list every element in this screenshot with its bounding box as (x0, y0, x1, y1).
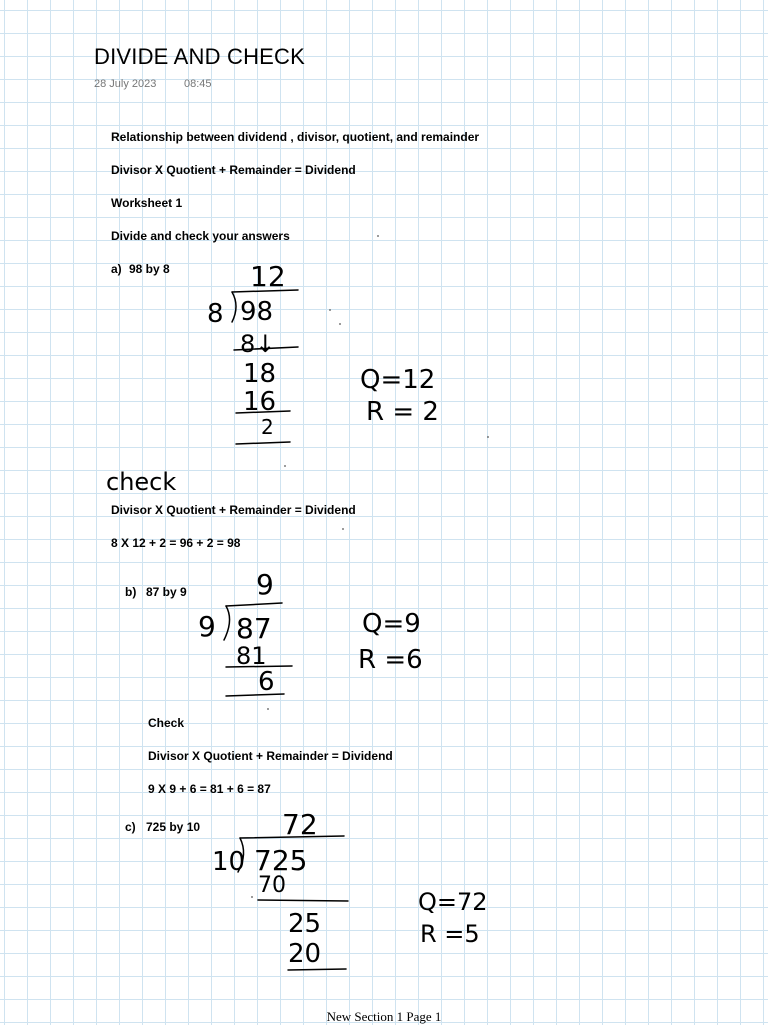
problem-b-division (198, 568, 292, 697)
problem-b-divisor: 9 (198, 610, 216, 643)
problem-b-step-2: 6 (258, 667, 275, 697)
problem-c-step-2: 25 (288, 909, 322, 939)
problem-b-check-heading: Check (148, 716, 185, 730)
problem-a-rule-1 (234, 347, 298, 350)
problem-b-step-1: 81 (236, 642, 267, 670)
ink-dot (284, 465, 286, 467)
problem-a-prompt: 98 by 8 (129, 262, 170, 276)
problem-b-quotient: 9 (256, 568, 274, 601)
problem-c-rule-1 (258, 900, 348, 901)
problem-b-bracket-top (226, 603, 282, 606)
problem-a-bracket-top (232, 290, 298, 292)
problem-b-check-formula: Divisor X Quotient + Remainder = Dividend (148, 749, 393, 763)
problem-b-prompt: 87 by 9 (146, 585, 187, 599)
ink-dot (487, 436, 489, 438)
problem-a-check-formula: Divisor X Quotient + Remainder = Dividend (111, 503, 356, 517)
problem-c-bracket-top (240, 836, 344, 838)
problem-a-step-2: 18 (243, 359, 277, 389)
problem-a-dividend: 98 (240, 297, 274, 327)
problem-b-answer-q: Q=9 (362, 609, 421, 639)
instruction-text: Divide and check your answers (111, 229, 290, 243)
problem-b-rule-1 (226, 666, 292, 667)
problem-a-bracket-curve (232, 292, 236, 322)
problem-c-prompt: 725 by 10 (146, 820, 201, 834)
problem-a-rule-3 (236, 442, 290, 444)
problem-c-answer-q: Q=72 (418, 888, 488, 916)
ink-dot (329, 309, 331, 311)
problem-c-step-1: 70 (258, 873, 286, 898)
worksheet-heading: Worksheet 1 (111, 196, 183, 210)
problem-a-step-3: 16 (243, 387, 277, 417)
problem-c-quotient: 72 (282, 808, 318, 841)
problem-c-step-3: 20 (288, 939, 322, 969)
formula-text: Divisor X Quotient + Remainder = Dividend (111, 163, 356, 177)
problem-a-label: a) (111, 262, 122, 276)
problem-b-dividend: 87 (236, 612, 272, 645)
problem-a-division (207, 260, 298, 444)
problem-a-step-1: 8↓ (240, 330, 276, 358)
problem-a-rule-2 (236, 411, 290, 413)
page-footer: New Section 1 Page 1 (326, 1009, 442, 1024)
ink-dot (377, 235, 379, 237)
problem-a-check-heading: check (106, 468, 177, 496)
problem-c-bracket-curve (238, 838, 244, 872)
intro-text: Relationship between dividend , divisor, quotient, and remainder (111, 130, 480, 144)
problem-a-quotient: 12 (250, 260, 286, 293)
problem-a-check-calc: 8 X 12 + 2 = 96 + 2 = 98 (111, 536, 241, 550)
problem-a-answer-r: R = 2 (366, 397, 439, 427)
ink-dot (339, 323, 341, 325)
problem-c-answer-r: R =5 (420, 920, 480, 948)
ink-dot (251, 896, 253, 898)
page-time: 08:45 (184, 78, 212, 90)
problem-c-rule-2 (288, 969, 346, 970)
problem-b-bracket-curve (224, 606, 230, 640)
problem-c-division (212, 808, 348, 970)
ink-dot (342, 528, 344, 530)
problem-c-divisor: 10 (212, 847, 246, 877)
ink-dot (267, 708, 269, 710)
page-date: 28 July 2023 (94, 78, 157, 90)
page-title: DIVIDE AND CHECK (94, 44, 306, 69)
problem-b-rule-2 (226, 694, 284, 696)
problem-a-answer-q: Q=12 (360, 365, 436, 395)
problem-a-divisor: 8 (207, 299, 224, 329)
problem-b-label: b) (125, 585, 137, 599)
problem-b-answer-r: R =6 (358, 645, 423, 675)
problem-a-step-4: 2 (261, 415, 274, 439)
problem-c-label: c) (125, 820, 136, 834)
problem-c-dividend: 725 (254, 844, 308, 877)
problem-b-check-calc: 9 X 9 + 6 = 81 + 6 = 87 (148, 782, 271, 796)
